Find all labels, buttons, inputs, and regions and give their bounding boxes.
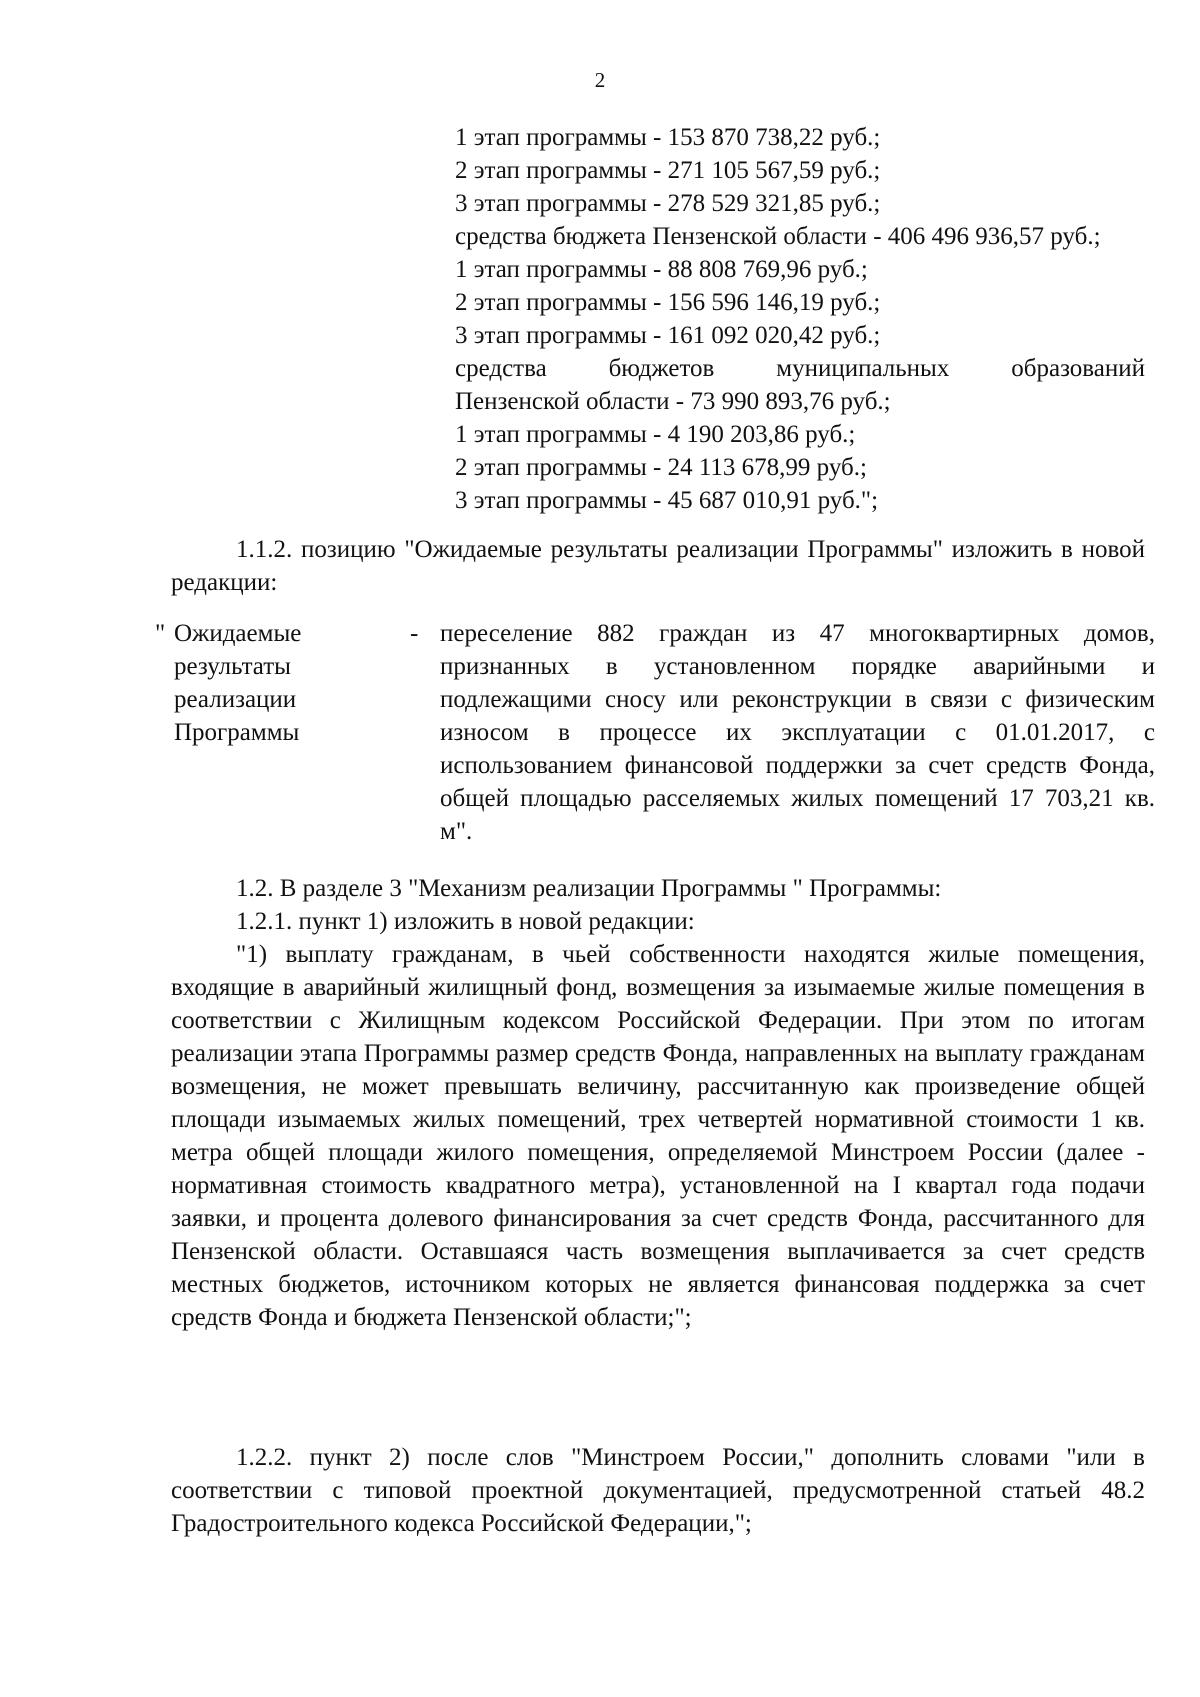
- results-label-line: реализации: [174, 686, 297, 713]
- results-label-line: Ожидаемые: [174, 620, 302, 647]
- funding-line: 1 этап программы - 88 808 769,96 руб.;: [455, 256, 868, 283]
- section-1-2-1-text: "1) выплату гражданам, в чьей собственности находятся жилые помещения, входящие в аварийный жилищный фонд, возмещения за изымаемые жилые помещения в соответствии с Жилищным кодексом Российской Федерации. При этом по итогам реализации этапа Программы размер средств Фонда, направленных на выплату гражданам возмещения, не может превышать величину, рассчитанную как произведение общей площади изымаемых жилых помещений, трех четвертей нормативной стоимости 1 кв. метра общей площади жилого помещения, определяемой Минстроем России (далее - нормативная стоимость квадратного метра), установленной на I квартал года подачи заявки, и процента долевого финансирования за счет средств Фонда, рассчитанного для Пензенской области. Оставшаяся часть возмещения выплачивается за счет средств местных бюджетов, источником которых не является финансовая поддержка за счет средств Фонда и бюджета Пензенской области;";: [171, 941, 1145, 1331]
- open-quote: ": [155, 620, 166, 647]
- funding-line: 3 этап программы - 45 687 010,91 руб.";: [455, 487, 879, 514]
- funding-line: 2 этап программы - 24 113 678,99 руб.;: [455, 454, 867, 481]
- results-label-line: Программы: [174, 719, 300, 746]
- section-1-2-heading: 1.2. В разделе 3 "Механизм реализации Программы " Программы:: [236, 875, 942, 902]
- section-1-2-1-heading: 1.2.1. пункт 1) изложить в новой редакции:: [236, 908, 695, 935]
- section-1-1-2-paragraph: 1.1.2. позицию "Ожидаемые результаты реализации Программы" изложить в новой редакции:: [171, 536, 1145, 596]
- page-number: 2: [594, 68, 606, 92]
- results-label: [174, 617, 374, 749]
- funding-line: 1 этап программы - 153 870 738,22 руб.;: [455, 124, 881, 151]
- results-label-line: результаты: [174, 653, 291, 680]
- funding-line: 2 этап программы - 156 596 146,19 руб.;: [455, 289, 881, 316]
- funding-line: 3 этап программы - 278 529 321,85 руб.;: [455, 190, 881, 217]
- funding-line: 3 этап программы - 161 092 020,42 руб.;: [455, 322, 881, 349]
- results-description: переселение 882 граждан из 47 многоквартирных домов, признанных в установленном порядке аварийными и подлежащими сносу или реконструкции в связи с физическим износом в процессе их эксплуатации с 01.01.2017, с использованием финансовой поддержки за счет средств Фонда, общей площадью расселяемых жилых помещений 17 703,21 кв. м".: [440, 620, 1155, 845]
- funding-line: Пензенской области - 73 990 893,76 руб.;: [455, 388, 891, 415]
- funding-line: средства бюджетов муниципальных образований: [455, 355, 1145, 382]
- funding-line: 2 этап программы - 271 105 567,59 руб.;: [455, 157, 881, 184]
- section-1-2-2-text: 1.2.2. пункт 2) после слов "Минстроем России," дополнить словами "или в соответствии с типовой проектной документацией, предусмотренной статьей 48.2 Градостроительного кодекса Российской Федерации,";: [171, 1444, 1145, 1537]
- funding-line: 1 этап программы - 4 190 203,86 руб.;: [455, 421, 856, 448]
- results-dash: -: [410, 620, 419, 647]
- funding-breakdown: [455, 121, 1145, 517]
- funding-line: средства бюджета Пензенской области - 406 496 936,57 руб.;: [455, 223, 1101, 250]
